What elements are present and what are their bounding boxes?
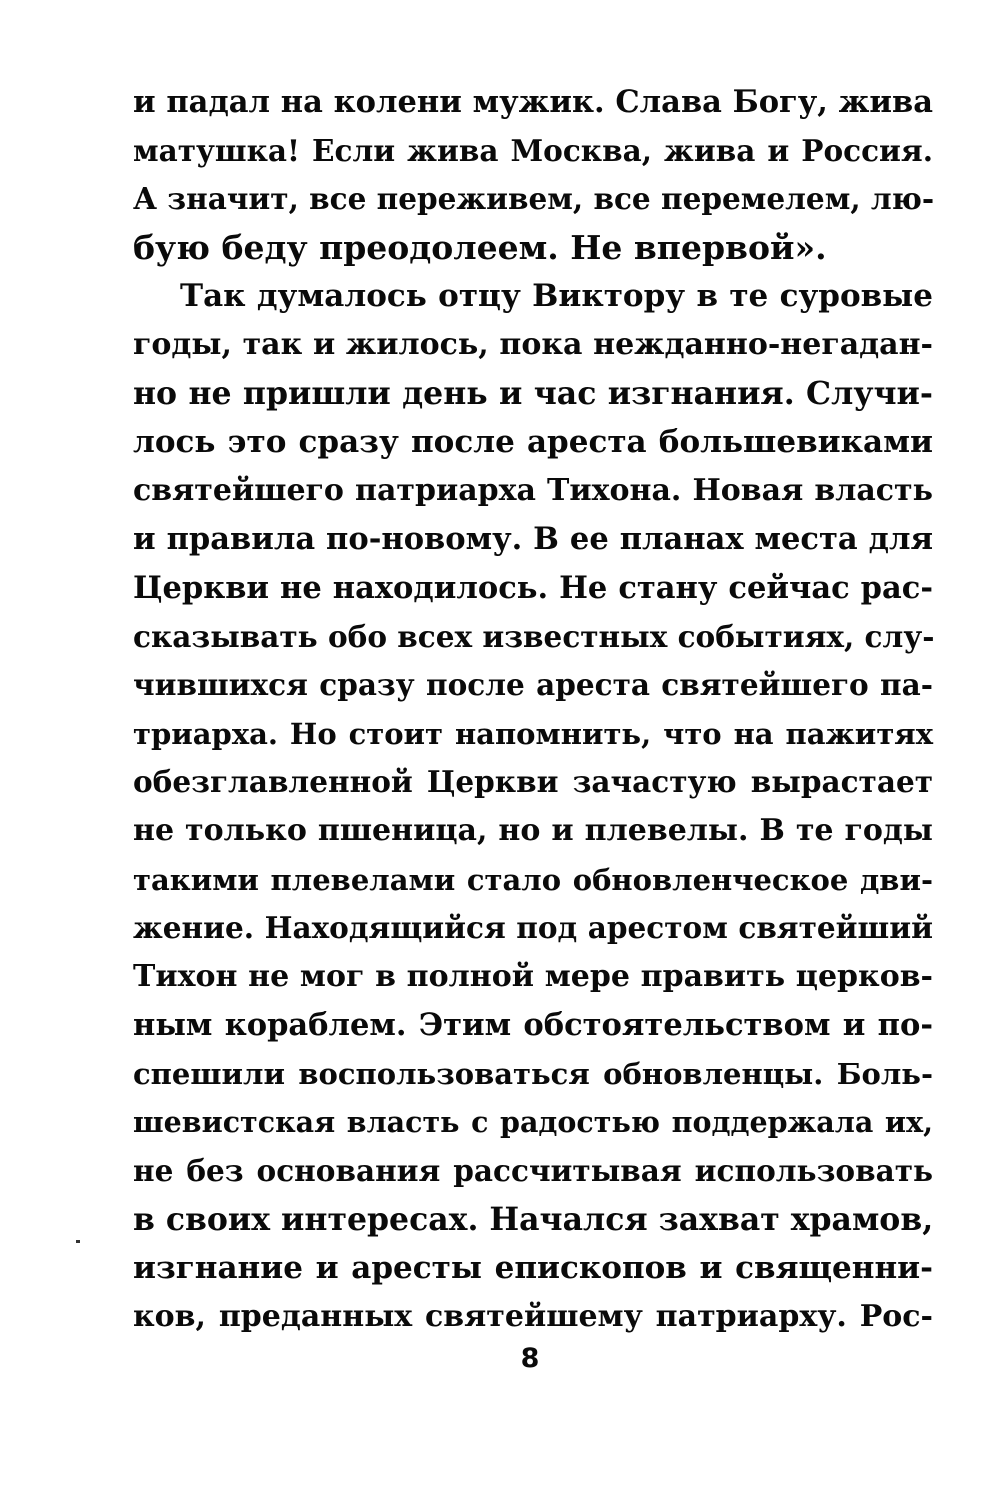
- text-line: матушка! Если жива Москва, жива и Россия.: [133, 132, 933, 168]
- text-line: триарха. Но стоит напомнить, что на пажитях: [133, 716, 933, 751]
- text-line: ным кораблем. Этим обстоятельством и по-: [133, 1007, 933, 1044]
- text-line: спешили воспользоваться обновленцы. Боль-: [133, 1056, 933, 1091]
- text-line: А значит, все переживем, все перемелем, лю-: [133, 181, 935, 217]
- text-line: обезглавленной Церкви зачастую вырастает: [133, 764, 933, 800]
- text-line: Так думалось отцу Виктору в те суровые: [180, 278, 933, 315]
- text-line: изгнание и аресты епископов и священни-: [133, 1250, 933, 1287]
- text-line: ков, преданных святейшему патриарху. Рос-: [133, 1298, 933, 1334]
- text-line: шевистская власть с радостью поддержала их,: [133, 1105, 933, 1140]
- text-line: Церкви не находилось. Не стану сейчас рас-: [133, 569, 933, 606]
- text-line: не только пшеница, но и плевелы. В те годы: [133, 812, 933, 848]
- text-line: бую беду преодолеем. Не впервой».: [133, 227, 827, 267]
- body-text: [133, 78, 933, 1341]
- text-line: такими плевелами стало обновленческое дви-: [133, 862, 933, 897]
- text-line: чившихся сразу после ареста святейшего па-: [133, 667, 933, 703]
- scan-speck: [76, 1240, 80, 1243]
- text-line: и падал на колени мужик. Слава Богу, жива: [133, 84, 933, 120]
- page-number: 8: [520, 1343, 540, 1374]
- text-line: годы, так и жилось, пока нежданно-негадан-: [133, 326, 933, 362]
- text-line: не без основания рассчитывая использовать: [133, 1153, 933, 1189]
- text-line: сказывать обо всех известных событиях, слу-: [133, 618, 935, 654]
- text-line: в своих интересах. Начался захват храмов,: [133, 1200, 934, 1238]
- text-line: святейшего патриарха Тихона. Новая власть: [133, 472, 933, 508]
- text-line: и правила по-новому. В ее планах места для: [133, 521, 933, 558]
- text-line: Тихон не мог в полной мере править церков-: [133, 958, 933, 994]
- text-line: лось это сразу после ареста большевиками: [133, 424, 933, 461]
- text-line: жение. Находящийся под арестом святейший: [133, 910, 933, 946]
- text-line: но не пришли день и час изгнания. Случи-: [133, 374, 933, 412]
